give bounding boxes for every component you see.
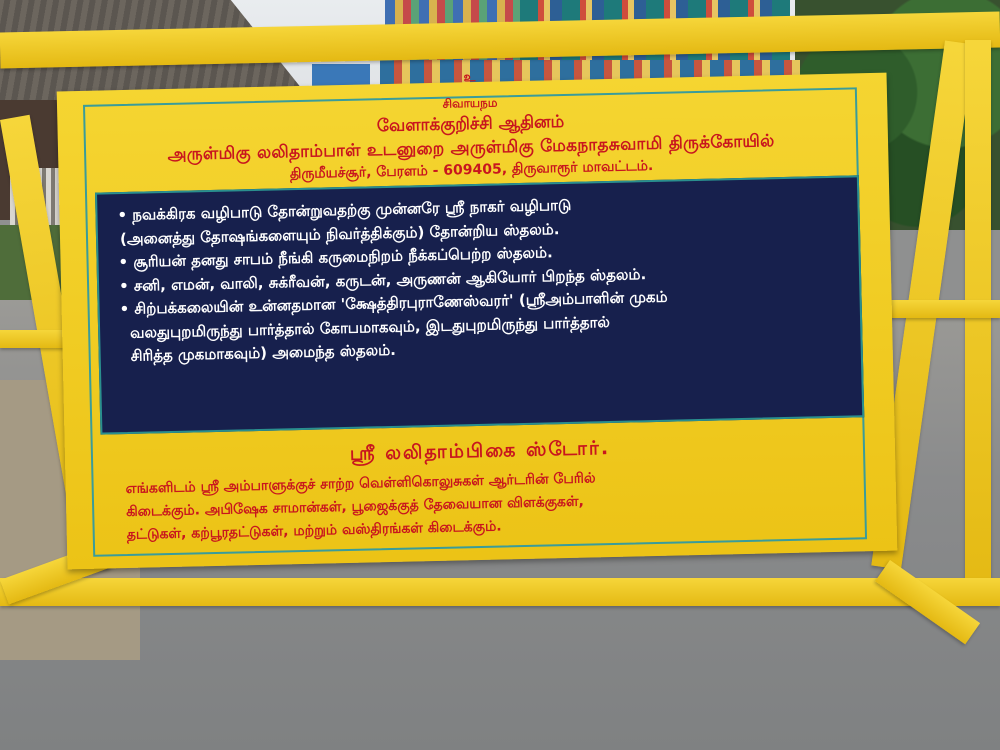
info-line: சிரித்த முகமாகவும்) அமைந்த ஸ்தலம்.	[130, 340, 397, 365]
aadheenam-title: வேளாக்குறிச்சி ஆதினம்	[376, 111, 565, 137]
barricade-bottom-rail	[0, 578, 1000, 606]
barricade-right-rail	[880, 300, 1000, 318]
info-line: (அனைத்து தோஷங்களையும் நிவர்த்திக்கும்) தோன்றிய ஸ்தலம்.	[119, 219, 560, 248]
temple-name-line: அருள்மிகு லலிதாம்பாள் உடனுறை அருள்மிகு மேகநாதசுவாமி திருக்கோயில்	[167, 131, 775, 165]
temple-info-panel	[95, 175, 864, 434]
barricade-far-right-post	[965, 40, 991, 600]
info-line: • சிற்பக்கலையின் உன்னதமான 'க்ஷேத்திரபுராணேஸ்வரர்' (ஸ்ரீஅம்பாளின் முகம்	[119, 287, 668, 319]
store-line: தட்டுகள், கற்பூரதட்டுகள், மற்றும் வஸ்திரங்கள் கிடைக்கும்.	[126, 518, 502, 543]
info-line: வலதுபுறமிருந்து பார்த்தால் கோபமாகவும், இடதுபுறமிருந்து பார்த்தால்	[129, 312, 611, 342]
om-symbol: உ	[463, 69, 476, 86]
temple-sign-board	[57, 69, 898, 570]
info-line: • நவக்கிரக வழிபாடு தோன்றுவதற்கு முன்னரே ஸ்ரீ நாகர் வழிபாடு	[117, 195, 572, 225]
barricade-left-rail	[0, 330, 70, 348]
store-line: கிடைக்கும். அபிஷேக சாமான்கள், பூஜைக்குத் தேவையான விளக்குகள்,	[126, 493, 585, 521]
invocation-text: சிவாயநம	[442, 95, 498, 111]
info-line: • சூரியன் தனது சாபம் நீங்கி கருமைநிறம் நீக்கப்பெற்ற ஸ்தலம்.	[118, 243, 553, 272]
info-line: • சனி, எமன், வாலி, சுக்ரீவன், கருடன், அருணன் ஆகியோர் பிறந்த ஸ்தலம்.	[118, 264, 647, 295]
address-line: திருமீயச்சூர், பேரளம் - 609405, திருவாரூர் மாவட்டம்.	[289, 157, 654, 183]
temple-info-text	[117, 188, 847, 369]
store-line: எங்களிடம் ஸ்ரீ அம்பாளுக்குச் சாற்ற வெள்ளிகொலுசுகள் ஆர்டரின் பேரில்	[125, 470, 596, 498]
store-title: ஸ்ரீ லலிதாம்பிகை ஸ்டோர்.	[349, 437, 611, 465]
